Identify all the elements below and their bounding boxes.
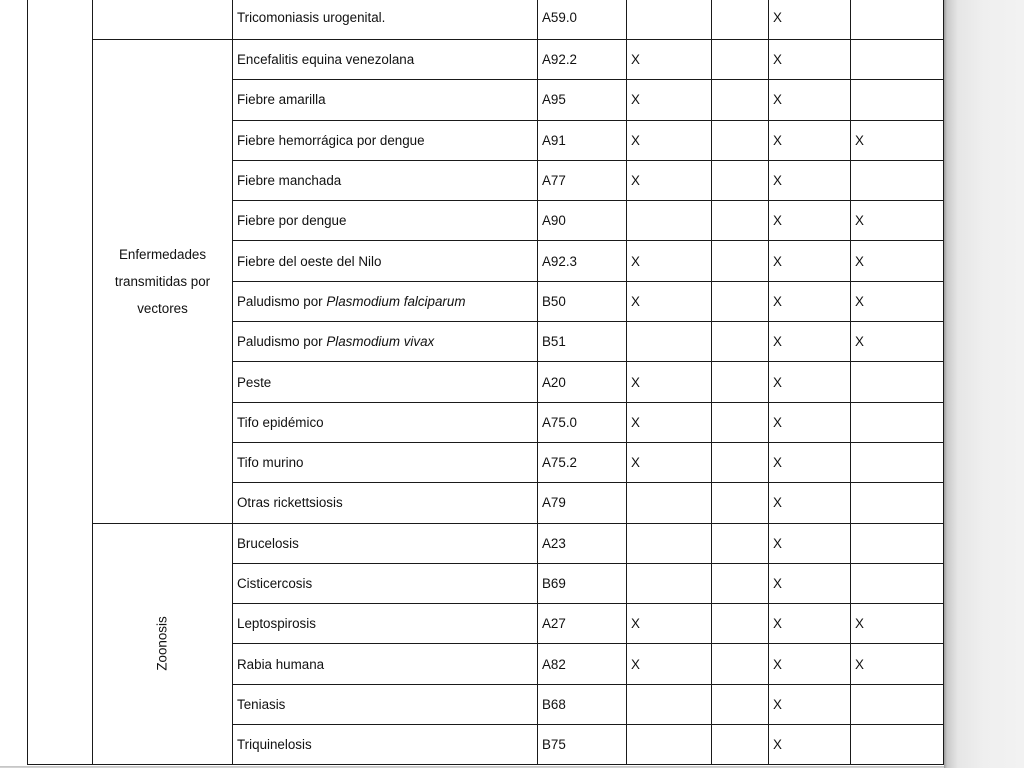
disease-name: Cisticercosis <box>237 576 313 591</box>
disease-name: Peste <box>237 374 272 390</box>
disease-name-italic: Plasmodium vivax <box>326 334 435 350</box>
disease-name: Fiebre amarilla <box>237 92 326 108</box>
mark-cell-4 <box>851 0 944 40</box>
disease-name: Fiebre por dengue <box>237 213 347 229</box>
mark-cell-4: X <box>851 322 944 362</box>
disease-name: Fiebre manchada <box>237 173 342 189</box>
mark-cell-4: X <box>851 604 944 644</box>
mark-cell-2 <box>712 402 769 442</box>
cie-code-cell: A77 <box>538 160 627 200</box>
mark-cell-1 <box>627 684 712 724</box>
disease-cell <box>233 120 538 160</box>
mark-cell-1: X <box>627 80 712 120</box>
viewer-background <box>944 0 1024 768</box>
cie-code-cell: A95 <box>538 80 627 120</box>
mark-cell-3: X <box>769 563 851 603</box>
cie-code-cell: A27 <box>538 604 627 644</box>
cie-code-cell: A92.3 <box>538 241 627 281</box>
cie-code-cell: A90 <box>538 201 627 241</box>
disease-name-italic: Plasmodium falciparum <box>326 293 466 309</box>
cie-code-cell: A91 <box>538 120 627 160</box>
mark-cell-4 <box>851 40 944 80</box>
disease-cell <box>233 563 538 603</box>
cie-code-cell: A59.0 <box>538 0 627 40</box>
mark-cell-2 <box>712 281 769 321</box>
disease-cell <box>233 362 538 402</box>
cie-code-cell: B50 <box>538 281 627 321</box>
disease-cell <box>233 644 538 684</box>
disease-name: Otras rickettsiosis <box>237 495 343 511</box>
mark-cell-1 <box>627 483 712 523</box>
cie-code-cell: B68 <box>538 684 627 724</box>
mark-cell-1: X <box>627 402 712 442</box>
mark-cell-3: X <box>769 725 851 765</box>
mark-cell-2 <box>712 523 769 563</box>
cie-code-cell: B69 <box>538 563 627 603</box>
disease-cell <box>233 725 538 765</box>
cie-code-cell: B75 <box>538 725 627 765</box>
mark-cell-1: X <box>627 604 712 644</box>
mark-cell-1 <box>627 201 712 241</box>
disease-cell <box>233 201 538 241</box>
cie-code-cell: A92.2 <box>538 40 627 80</box>
group-cell <box>93 40 233 524</box>
disease-cell <box>233 0 538 40</box>
cie-code-cell: B51 <box>538 322 627 362</box>
mark-cell-2 <box>712 241 769 281</box>
disease-cell <box>233 322 538 362</box>
group-cell <box>93 523 233 765</box>
mark-cell-1 <box>627 322 712 362</box>
mark-cell-4: X <box>851 241 944 281</box>
disease-name: Fiebre hemorrágica por dengue <box>237 132 425 148</box>
mark-cell-4 <box>851 563 944 603</box>
table-row <box>28 0 944 40</box>
mark-cell-3: X <box>769 523 851 563</box>
mark-cell-3: X <box>769 281 851 321</box>
mark-cell-2 <box>712 201 769 241</box>
cie-code-cell: A20 <box>538 362 627 402</box>
disease-cell <box>233 442 538 482</box>
mark-cell-4: X <box>851 644 944 684</box>
mark-cell-1: X <box>627 241 712 281</box>
disease-cell <box>233 281 538 321</box>
mark-cell-1: X <box>627 442 712 482</box>
mark-cell-1: X <box>627 160 712 200</box>
mark-cell-2 <box>712 322 769 362</box>
disease-cell <box>233 40 538 80</box>
mark-cell-3: X <box>769 322 851 362</box>
disease-name: Paludismo por <box>237 293 327 309</box>
group-label: Zoonosis <box>155 616 170 672</box>
mark-cell-2 <box>712 40 769 80</box>
mark-cell-3: X <box>769 40 851 80</box>
mark-cell-4 <box>851 402 944 442</box>
group-label: Enfermedades transmitidas por vectores <box>114 246 211 316</box>
mark-cell-4: X <box>851 281 944 321</box>
category-cell <box>28 0 93 765</box>
disease-name: Tifo murino <box>237 455 304 471</box>
mark-cell-3: X <box>769 120 851 160</box>
disease-cell <box>233 483 538 523</box>
mark-cell-4 <box>851 160 944 200</box>
disease-cell <box>233 160 538 200</box>
mark-cell-4 <box>851 523 944 563</box>
mark-cell-2 <box>712 160 769 200</box>
mark-cell-3: X <box>769 362 851 402</box>
disease-cell <box>233 241 538 281</box>
disease-name: Tifo epidémico <box>237 414 324 430</box>
mark-cell-1 <box>627 523 712 563</box>
mark-cell-4 <box>851 362 944 402</box>
disease-cell <box>233 604 538 644</box>
mark-cell-2 <box>712 442 769 482</box>
table-row <box>28 40 944 80</box>
cie-code-cell: A75.0 <box>538 402 627 442</box>
disease-name: Brucelosis <box>237 535 299 551</box>
mark-cell-1: X <box>627 362 712 402</box>
mark-cell-1: X <box>627 281 712 321</box>
cie-code-cell: A79 <box>538 483 627 523</box>
mark-cell-4: X <box>851 201 944 241</box>
mark-cell-3: X <box>769 201 851 241</box>
mark-cell-2 <box>712 0 769 40</box>
mark-cell-2 <box>712 725 769 765</box>
disease-cell <box>233 402 538 442</box>
group-cell <box>93 0 233 40</box>
mark-cell-3: X <box>769 241 851 281</box>
mark-cell-1: X <box>627 40 712 80</box>
mark-cell-2 <box>712 120 769 160</box>
mark-cell-4: X <box>851 120 944 160</box>
cie-code-cell: A82 <box>538 644 627 684</box>
mark-cell-2 <box>712 684 769 724</box>
mark-cell-3: X <box>769 160 851 200</box>
disease-name: Leptospirosis <box>237 616 316 632</box>
disease-name: Teniasis <box>237 696 286 712</box>
disease-name: Tricomoniasis urogenital. <box>237 9 386 25</box>
mark-cell-4 <box>851 80 944 120</box>
mark-cell-3: X <box>769 402 851 442</box>
mark-cell-3: X <box>769 604 851 644</box>
mark-cell-2 <box>712 563 769 603</box>
disease-name: Rabia humana <box>237 656 325 672</box>
mark-cell-3: X <box>769 644 851 684</box>
mark-cell-2 <box>712 604 769 644</box>
disease-name: Encefalitis equina venezolana <box>237 52 415 68</box>
mark-cell-1: X <box>627 120 712 160</box>
mark-cell-4 <box>851 684 944 724</box>
mark-cell-3: X <box>769 483 851 523</box>
table-row <box>28 523 944 563</box>
mark-cell-2 <box>712 362 769 402</box>
disease-name: Fiebre del oeste del Nilo <box>237 253 382 269</box>
mark-cell-1 <box>627 0 712 40</box>
mark-cell-3: X <box>769 442 851 482</box>
disease-cell <box>233 80 538 120</box>
mark-cell-3: X <box>769 0 851 40</box>
mark-cell-2 <box>712 80 769 120</box>
mark-cell-2 <box>712 644 769 684</box>
mark-cell-2 <box>712 483 769 523</box>
table-body <box>28 0 944 765</box>
disease-name: Triquinelosis <box>237 737 312 753</box>
mark-cell-1 <box>627 725 712 765</box>
mark-cell-4 <box>851 725 944 765</box>
mark-cell-1: X <box>627 644 712 684</box>
cie-code-cell: A23 <box>538 523 627 563</box>
mark-cell-4 <box>851 483 944 523</box>
disease-table <box>27 0 944 765</box>
cie-code-cell: A75.2 <box>538 442 627 482</box>
mark-cell-3: X <box>769 684 851 724</box>
mark-cell-1 <box>627 563 712 603</box>
mark-cell-4 <box>851 442 944 482</box>
disease-name: Paludismo por <box>237 334 327 350</box>
mark-cell-3: X <box>769 80 851 120</box>
disease-cell <box>233 684 538 724</box>
disease-cell <box>233 523 538 563</box>
